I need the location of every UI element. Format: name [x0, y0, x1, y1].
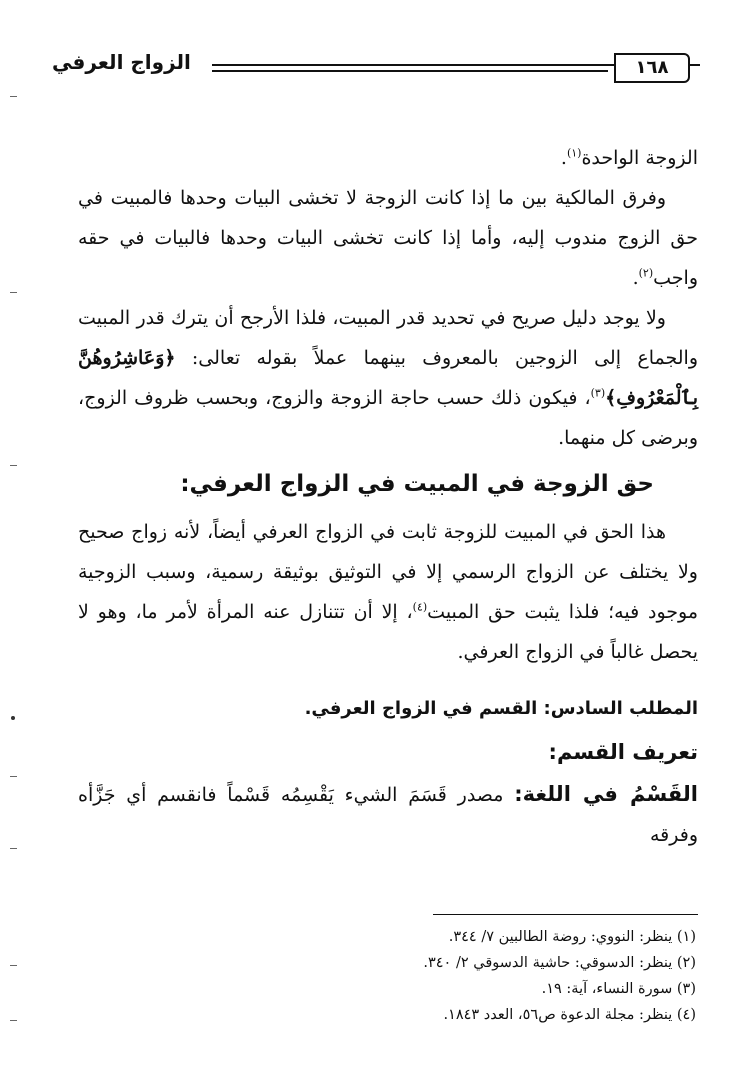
footnote-3: (٣) سورة النساء، آية: ١٩. — [541, 981, 696, 997]
footnote-ref-4: (٤) — [412, 600, 428, 614]
footnotes — [200, 924, 696, 1028]
quran-verse: ﴿وَعَاشِرُوهُنَّ بِٱلْمَعْرُوفِ﴾ — [78, 347, 698, 409]
definition-heading: تعريف القسم: — [548, 740, 698, 764]
paragraph-5: القَسْمُ في اللغة: مصدر قَسَمَ الشيء يَقْسِمُه قَسْماً فانقسم أي جَزَّأه وفرقه — [78, 782, 699, 846]
header-rule-bottom — [212, 70, 608, 72]
page-body — [78, 138, 698, 855]
margin-mark — [10, 965, 17, 966]
subsection-heading: المطلب السادس: القسم في الزواج العرفي. — [304, 698, 698, 719]
section-heading: حق الزوجة في المبيت في الزواج العرفي: — [180, 471, 654, 497]
footnote-4: (٤) ينظر: مجلة الدعوة ص٥٦، العدد ١٨٤٣. — [443, 1007, 696, 1023]
paragraph-2: وفرق المالكية بين ما إذا كانت الزوجة لا تخشى البيات وحدها فالمبيت في حق الزوج مندوب إليه، وأما إذا كانت تخشى البيات وحدها فالبيات في حقه واجب$^{(٢)}$. — [78, 187, 698, 289]
margin-mark — [10, 292, 17, 293]
footnote-separator — [433, 914, 698, 915]
definition-lead: القَسْمُ في اللغة: — [514, 782, 699, 806]
running-header — [52, 50, 700, 82]
paragraph-3: ولا يوجد دليل صريح في تحديد قدر المبيت، فلذا الأرجح أن يترك قدر المبيت والجماع إلى الزوجين بالمعروف بينهما عملاً بقوله تعالى: ﴿وَعَاشِرُوهُنَّ بِٱلْمَعْرُوفِ﴾$^{(٣)}$، فيكون ذلك حسب حاجة الزوجة والزوج، وبحسب ظروف الزوج، وبرضى كل منهما. — [78, 307, 698, 449]
book-title: الزواج العرفي — [52, 50, 191, 74]
footnote-ref-1: (١) — [566, 146, 582, 160]
footnote-ref-3: (٣) — [590, 386, 606, 400]
margin-mark — [10, 465, 17, 466]
margin-dot — [11, 716, 15, 720]
margin-mark — [10, 848, 17, 849]
paragraph-4: هذا الحق في المبيت للزوجة ثابت في الزواج العرفي أيضاً، لأنه زواج صحيح ولا يختلف عن الزواج الرسمي إلا في التوثيق بوثيقة رسمية، وسبب الزوجية موجود فيه؛ فلذا يثبت حق المبيت$^{(٤)}$، إلا أن تتنازل عنه المرأة لأمر ما، وهو لا يحصل غالباً في الزواج العرفي. — [78, 521, 698, 663]
margin-mark — [10, 776, 17, 777]
footnote-1: (١) ينظر: النووي: روضة الطالبين ٧/ ٣٤٤. — [448, 929, 696, 945]
footnote-ref-2: (٢) — [638, 266, 654, 280]
footnote-2: (٢) ينظر: الدسوقي: حاشية الدسوقي ٢/ ٣٤٠. — [423, 955, 696, 971]
margin-mark — [10, 96, 17, 97]
page-number: ١٦٨ — [614, 53, 690, 83]
margin-mark — [10, 1020, 17, 1021]
paragraph-1: الزوجة الواحدة$^{(١)}$. — [560, 146, 698, 169]
